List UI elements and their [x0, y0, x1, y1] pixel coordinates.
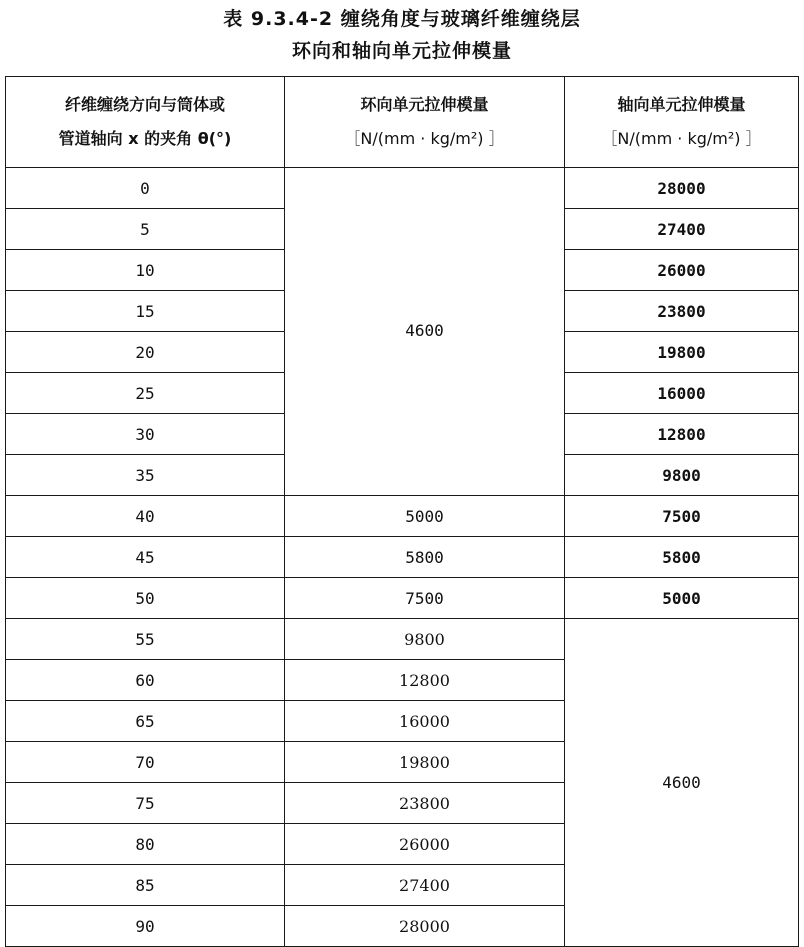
axial-cell: 19800	[565, 332, 799, 373]
angle-cell: 75	[6, 783, 285, 824]
axial-cell: 7500	[565, 496, 799, 537]
axial-cell: 16000	[565, 373, 799, 414]
axial-cell: 5800	[565, 537, 799, 578]
header-row	[6, 77, 799, 168]
hoop-cell: 28000	[285, 906, 565, 947]
axial-cell: 28000	[565, 168, 799, 209]
header-hoop	[285, 77, 565, 168]
hoop-cell: 12800	[285, 660, 565, 701]
angle-cell: 30	[6, 414, 285, 455]
axial-cell: 23800	[565, 291, 799, 332]
header-axial	[565, 77, 799, 168]
angle-cell: 20	[6, 332, 285, 373]
angle-cell: 80	[6, 824, 285, 865]
header-angle-line2: 管道轴向 x 的夹角 θ(°)	[58, 129, 232, 148]
angle-cell: 70	[6, 742, 285, 783]
angle-cell: 15	[6, 291, 285, 332]
hoop-merged-cell: 4600	[285, 168, 565, 496]
table-row	[6, 619, 799, 660]
hoop-cell: 7500	[285, 578, 565, 619]
axial-cell: 26000	[565, 250, 799, 291]
hoop-cell: 26000	[285, 824, 565, 865]
angle-cell: 60	[6, 660, 285, 701]
table-title-line1: 表 9.3.4-2 缠绕角度与玻璃纤维缠绕层	[223, 8, 581, 30]
angle-cell: 55	[6, 619, 285, 660]
header-hoop-unit: ［N/(mm · kg/m²) ］	[344, 129, 505, 148]
axial-cell: 27400	[565, 209, 799, 250]
angle-cell: 25	[6, 373, 285, 414]
angle-cell: 35	[6, 455, 285, 496]
hoop-cell: 16000	[285, 701, 565, 742]
axial-merged-cell: 4600	[565, 619, 799, 947]
angle-cell: 40	[6, 496, 285, 537]
angle-cell: 5	[6, 209, 285, 250]
axial-cell: 9800	[565, 455, 799, 496]
hoop-cell: 9800	[285, 619, 565, 660]
header-axial-unit: ［N/(mm · kg/m²) ］	[601, 129, 762, 148]
table-row	[6, 168, 799, 209]
header-axial-line1: 轴向单元拉伸模量	[617, 95, 746, 114]
table-title-line2: 环向和轴向单元拉伸模量	[291, 40, 512, 62]
header-angle-line1: 纤维缠绕方向与筒体或	[64, 95, 225, 114]
hoop-cell: 5000	[285, 496, 565, 537]
header-angle	[6, 77, 285, 168]
table-row	[6, 496, 799, 537]
angle-cell: 85	[6, 865, 285, 906]
axial-cell: 12800	[565, 414, 799, 455]
angle-cell: 65	[6, 701, 285, 742]
hoop-cell: 27400	[285, 865, 565, 906]
angle-cell: 10	[6, 250, 285, 291]
hoop-cell: 5800	[285, 537, 565, 578]
modulus-table	[5, 76, 799, 947]
table-row	[6, 578, 799, 619]
angle-cell: 50	[6, 578, 285, 619]
hoop-cell: 19800	[285, 742, 565, 783]
header-hoop-line1: 环向单元拉伸模量	[360, 95, 489, 114]
angle-cell: 0	[6, 168, 285, 209]
hoop-cell: 23800	[285, 783, 565, 824]
angle-cell: 90	[6, 906, 285, 947]
angle-cell: 45	[6, 537, 285, 578]
table-row	[6, 537, 799, 578]
axial-cell: 5000	[565, 578, 799, 619]
